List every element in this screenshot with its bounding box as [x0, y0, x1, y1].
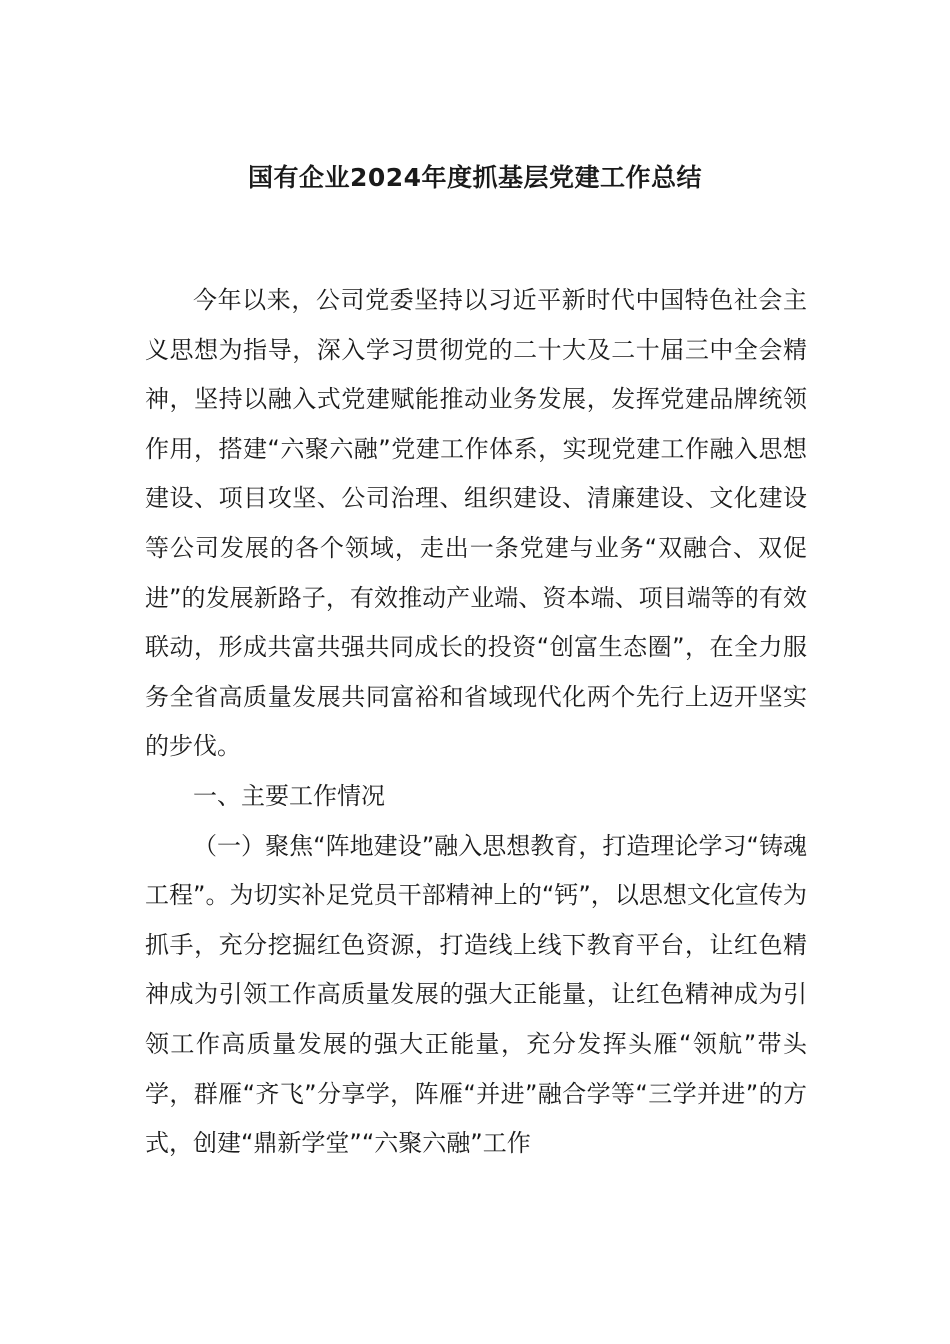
document-title: 国有企业2024年度抓基层党建工作总结 — [247, 163, 703, 192]
subsection-paragraph: （一）聚焦“阵地建设”融入思想教育，打造理论学习“铸魂工程”。为切实补足党员干部精神上的“钙”，以思想文化宣传为抓手，充分挖掘红色资源，打造线上线下教育平台，让红色精神成为引领工作高质量发展的强大正能量，让红色精神成为引领工作高质量发展的强大正能量，充分发挥头雁“领航”带头学，群雁“齐飞”分享学，阵雁“并进”融合学等“三学并进”的方式，创建“鼎新学堂”“六聚六融”工作 — [145, 831, 807, 1158]
intro-paragraph: 今年以来，公司党委坚持以习近平新时代中国特色社会主义思想为指导，深入学习贯彻党的二十大及二十届三中全会精神，坚持以融入式党建赋能推动业务发展，发挥党建品牌统领作用，搭建“六聚六融”党建工作体系，实现党建工作融入思想建设、项目攻坚、公司治理、组织建设、清廉建设、文化建设等公司发展的各个领域，走出一条党建与业务“双融合、双促进”的发展新路子，有效推动产业端、资本端、项目端等的有效联动，形成共富共强共同成长的投资“创富生态圈”，在全力服务全省高质量发展共同富裕和省域现代化两个先行上迈开坚实的步伐。 — [145, 286, 807, 761]
document-body — [145, 276, 807, 1169]
section-heading: 一、主要工作情况 — [193, 781, 385, 810]
